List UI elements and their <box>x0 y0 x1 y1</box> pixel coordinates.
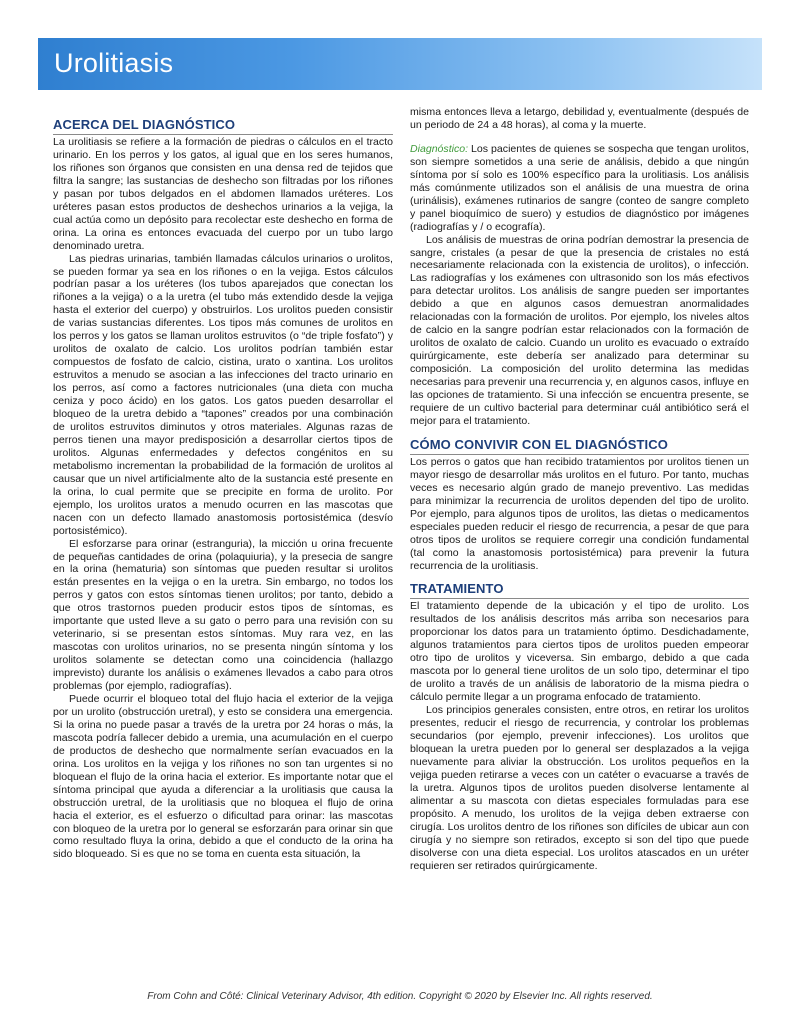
copyright-footer: From Cohn and Côté: Clinical Veterinary Advisor, 4th edition. Copyright © 2020 by Elsevier Inc. All rights reserved. <box>147 991 653 1002</box>
paragraph <box>410 143 749 234</box>
paragraph: Las piedras urinarias, también llamadas cálculos urinarios o urolitos, se pueden formar ya sea en los riñones o en la vejiga. Estos cálculos podrían pasar a los uréteres (los tubos aparejados que conectan los riñones a la vejiga) o a la uretra (el tubo más extendido desde la vejiga hasta el exterior del cuerpo) y obstruirlos. Los urolitos pueden consistir de varias sustancias diferentes. Los tipos más comunes de urolitos en los perros y los gatos se llaman urolitos estruvitos (o “de triple fosfato”) y urolitos de oxalato de calcio. Los urolitos podrían también estar compuestos de fosfato de calcio, cistina, urato o xantina. Los urolitos estruvitos a menudo se asocian a las infecciones del tracto urinario en los perros, así como a factores nutricionales (una dieta con mucha ceniza y poco ácido) en los gatos. Los gatos pueden desarrollar el bloqueo de la uretra debido a “tapones” creados por una combinación de urolitos estruvitos diminutos y otros materiales. Algunas razas de perros tienen una mayor predisposición a desarrollar ciertos tipos de urolitos. Algunas enfermedades y defectos congénitos en su metabolismo incrementan la probabilidad de la formación de urolitos al causar que un nivel artificialmente alto de la sustancia esté presente en la orina, lo cual permite que se precipite en forma de urolito. Por ejemplo, los urolitos uratos a menudo ocurren en las mascotas que nacen con un defecto llamado anastomosis portosistémica (desvío portosistémico). <box>53 252 393 537</box>
paragraph: Los análisis de muestras de orina podrían demostrar la presencia de sangre, cristales (a pesar de que la presencia de cristales no está necesariamente relacionada con la existencia de urolitos), o infección. Las radiografías y los exámenes con ultrasonido son los más efectivos para detectar urolitos. Los análisis de sangre pueden ser importantes debido a que en algunos casos demuestran anormalidades relacionadas con la formación de urolitos. Por ejemplo, los niveles altos de calcio en la sangre podrían estar relacionados con la formación de urolitos de oxalato de calcio. Cuando un urolito es evacuado o extraído quirúrgicamente, este debería ser analizado para determinar su composición. La composición del urolito determina las medidas necesarias para prevenir una recurrencia y, en algunos casos, influye en las opciones de tratamiento. Si una infección se encuentra presente, se requiere de un cultivo bacterial para determinar cuál antibiótico será el mejor para el tratamiento. <box>410 233 749 427</box>
paragraph: misma entonces lleva a letargo, debilidad y, eventualmente (después de un periodo de 24 a 48 horas), al coma y la muerte. <box>410 106 749 131</box>
paragraph: Los perros o gatos que han recibido tratamientos por urolitos tienen un mayor riesgo de desarrollar más urolitos en el futuro. Por tanto, muchas veces es necesario algún grado de manejo preventivo. Las medidas para minimizar la recurrencia de urolitos dependen del tipo de urolito. Por ejemplo, para algunos tipos de urolitos, las dietas o medicamentos especiales pueden reducir el riesgo de recurrencia, a pesar de que para otros tipos de urolitos se requiere corregir una condición fundamental (tal como la anastomosis portosistémica) para prevenir la futura recurrencia de la urolitiasis. <box>410 455 749 572</box>
section-heading-living: CÓMO CONVIVIR CON EL DIAGNÓSTICO <box>410 436 749 455</box>
paragraph: Puede ocurrir el bloqueo total del flujo hacia el exterior de la vejiga por un urolito (obstrucción uretral), y esto se considera una emergencia. Si la orina no puede pasar a través de la uretra por 24 horas o más, la mascota podría fallecer debido a uremia, una acumulación en el cuerpo de productos de deshecho que normalmente serían evacuados en la orina. Los urolitos en la vejiga y los riñones no son tan urgentes si no bloquean el flujo de la orina hacia el exterior. Es importante notar que el síntoma principal que ayuda a diferenciar a la urolitiasis que causa la obstrucción uretral, de la urolitiasis que no bloquea el flujo de orina hacia el exterior, es el esfuerzo o dificultad para orinar: las mascotas con bloqueo de la uretra por lo general se esforzarán para orinar sin que como resultado fluya la orina, debido a que el conducto de la orina ha sido bloqueado. Si es que no se toma en cuenta esta situación, la <box>53 692 393 861</box>
left-column <box>53 116 393 861</box>
section-heading-diagnosis: ACERCA DEL DIAGNÓSTICO <box>53 116 393 135</box>
paragraph: Los principios generales consisten, entre otros, en retirar los urolitos presentes, reducir el riesgo de recurrencia, y controlar los problemas secundarios (por ejemplo, prevenir infecciones). Los urolitos que bloquean la uretra pueden por lo general ser desplazados a la vejiga nuevamente para aliviar la obstrucción. Los urolitos pequeños en la vejiga pueden retirarse a veces con un catéter o evacuarse a través de la uretra. Algunos tipos de urolitos pueden disolverse lentamente al alimentar a su mascota con dietas especiales formuladas para ese propósito. A menudo, los urolitos de la vejiga deben extraerse con cirugía. Los urolitos dentro de los riñones son difíciles de ubicar aun con cirugía y no siempre son retirados, excepto si son del tipo que puede disolverse con una dieta especial. Los urolitos atascados en un uréter requieren ser retirados quirúrgicamente. <box>410 704 749 872</box>
paragraph: El tratamiento depende de la ubicación y el tipo de urolito. Los resultados de los análisis descritos más arriba son necesarios para proporcionar los datos para un tratamiento óptimo. Desdichadamente, algunos tratamientos para ciertos tipos de urolitos pueden empeorar otro tipo de urolitos y viceversa. Sin embargo, debido a que cada mascota por lo general tiene urolitos de un solo tipo, determinar el tipo de urolito a través de un análisis de laboratorio de la misma piedra o cálculo permite llegar a un programa enfocado de tratamiento. <box>410 600 749 704</box>
paragraph: La urolitiasis se refiere a la formación de piedras o cálculos en el tracto urinario. En los perros y los gatos, al igual que en los seres humanos, los riñones son órganos que consisten en una densa red de tejidos que filtra la sangre; las sustancias de deshecho son filtradas por los riñones y pasan por tubos delgados en el abdomen llamados uréteres. Los uréteres pasan estos productos de deshechos urinarios a la vejiga, la cual actúa como un depósito para recolectar este deshecho en forma de orina. La orina es entonces evacuada del cuerpo por un tubo largo denominado uretra. <box>53 136 393 252</box>
section-heading-treatment: TRATAMIENTO <box>410 580 749 599</box>
right-column <box>410 106 749 872</box>
title-banner <box>38 38 762 90</box>
page-title: Urolitiasis <box>54 48 174 78</box>
diagnosis-label: Diagnóstico: <box>410 142 469 155</box>
diagnosis-text: Los pacientes de quienes se sospecha que tengan urolitos, son siempre sometidos a una serie de análisis, debido a que ningún síntoma por sí solo es 100% específico para la urolitiasis. Los análisis más comúnmente utilizados son el análisis de una muestra de orina (urinálisis), exámenes rutinarios de sangre (conteo de sangre completo y panel bioquímico de suero) y estudios de diagnóstico por imágenes (radiografías y / o ecografía). <box>410 142 749 233</box>
paragraph: El esforzarse para orinar (estranguria), la micción u orina frecuente de pequeñas cantidades de orina (polaquiuria), y la presecia de sangre en la orina (hematuria) son síntomas que pueden resultar si urolitos están presentes en la vejiga o en la uretra. Sin embargo, no todos los perros y gatos con estos síntomas tienen urolitos; por tanto, debido a que otros trastornos pueden producir estos tipos de síntomas, es importante que usted lleve a su gato o perro para una revisión con su veterinario, si se presentan estos síntomas. Muy rara vez, en las mascotas con urolitos urinarios, no se presenta ningún síntoma y los urolitos solamente se detectan como una coincidencia (hallazgo imprevisto) durante los análisis o exámenes llevados a cabo para otros problemas (por ejemplo, radiografías). <box>53 537 393 693</box>
